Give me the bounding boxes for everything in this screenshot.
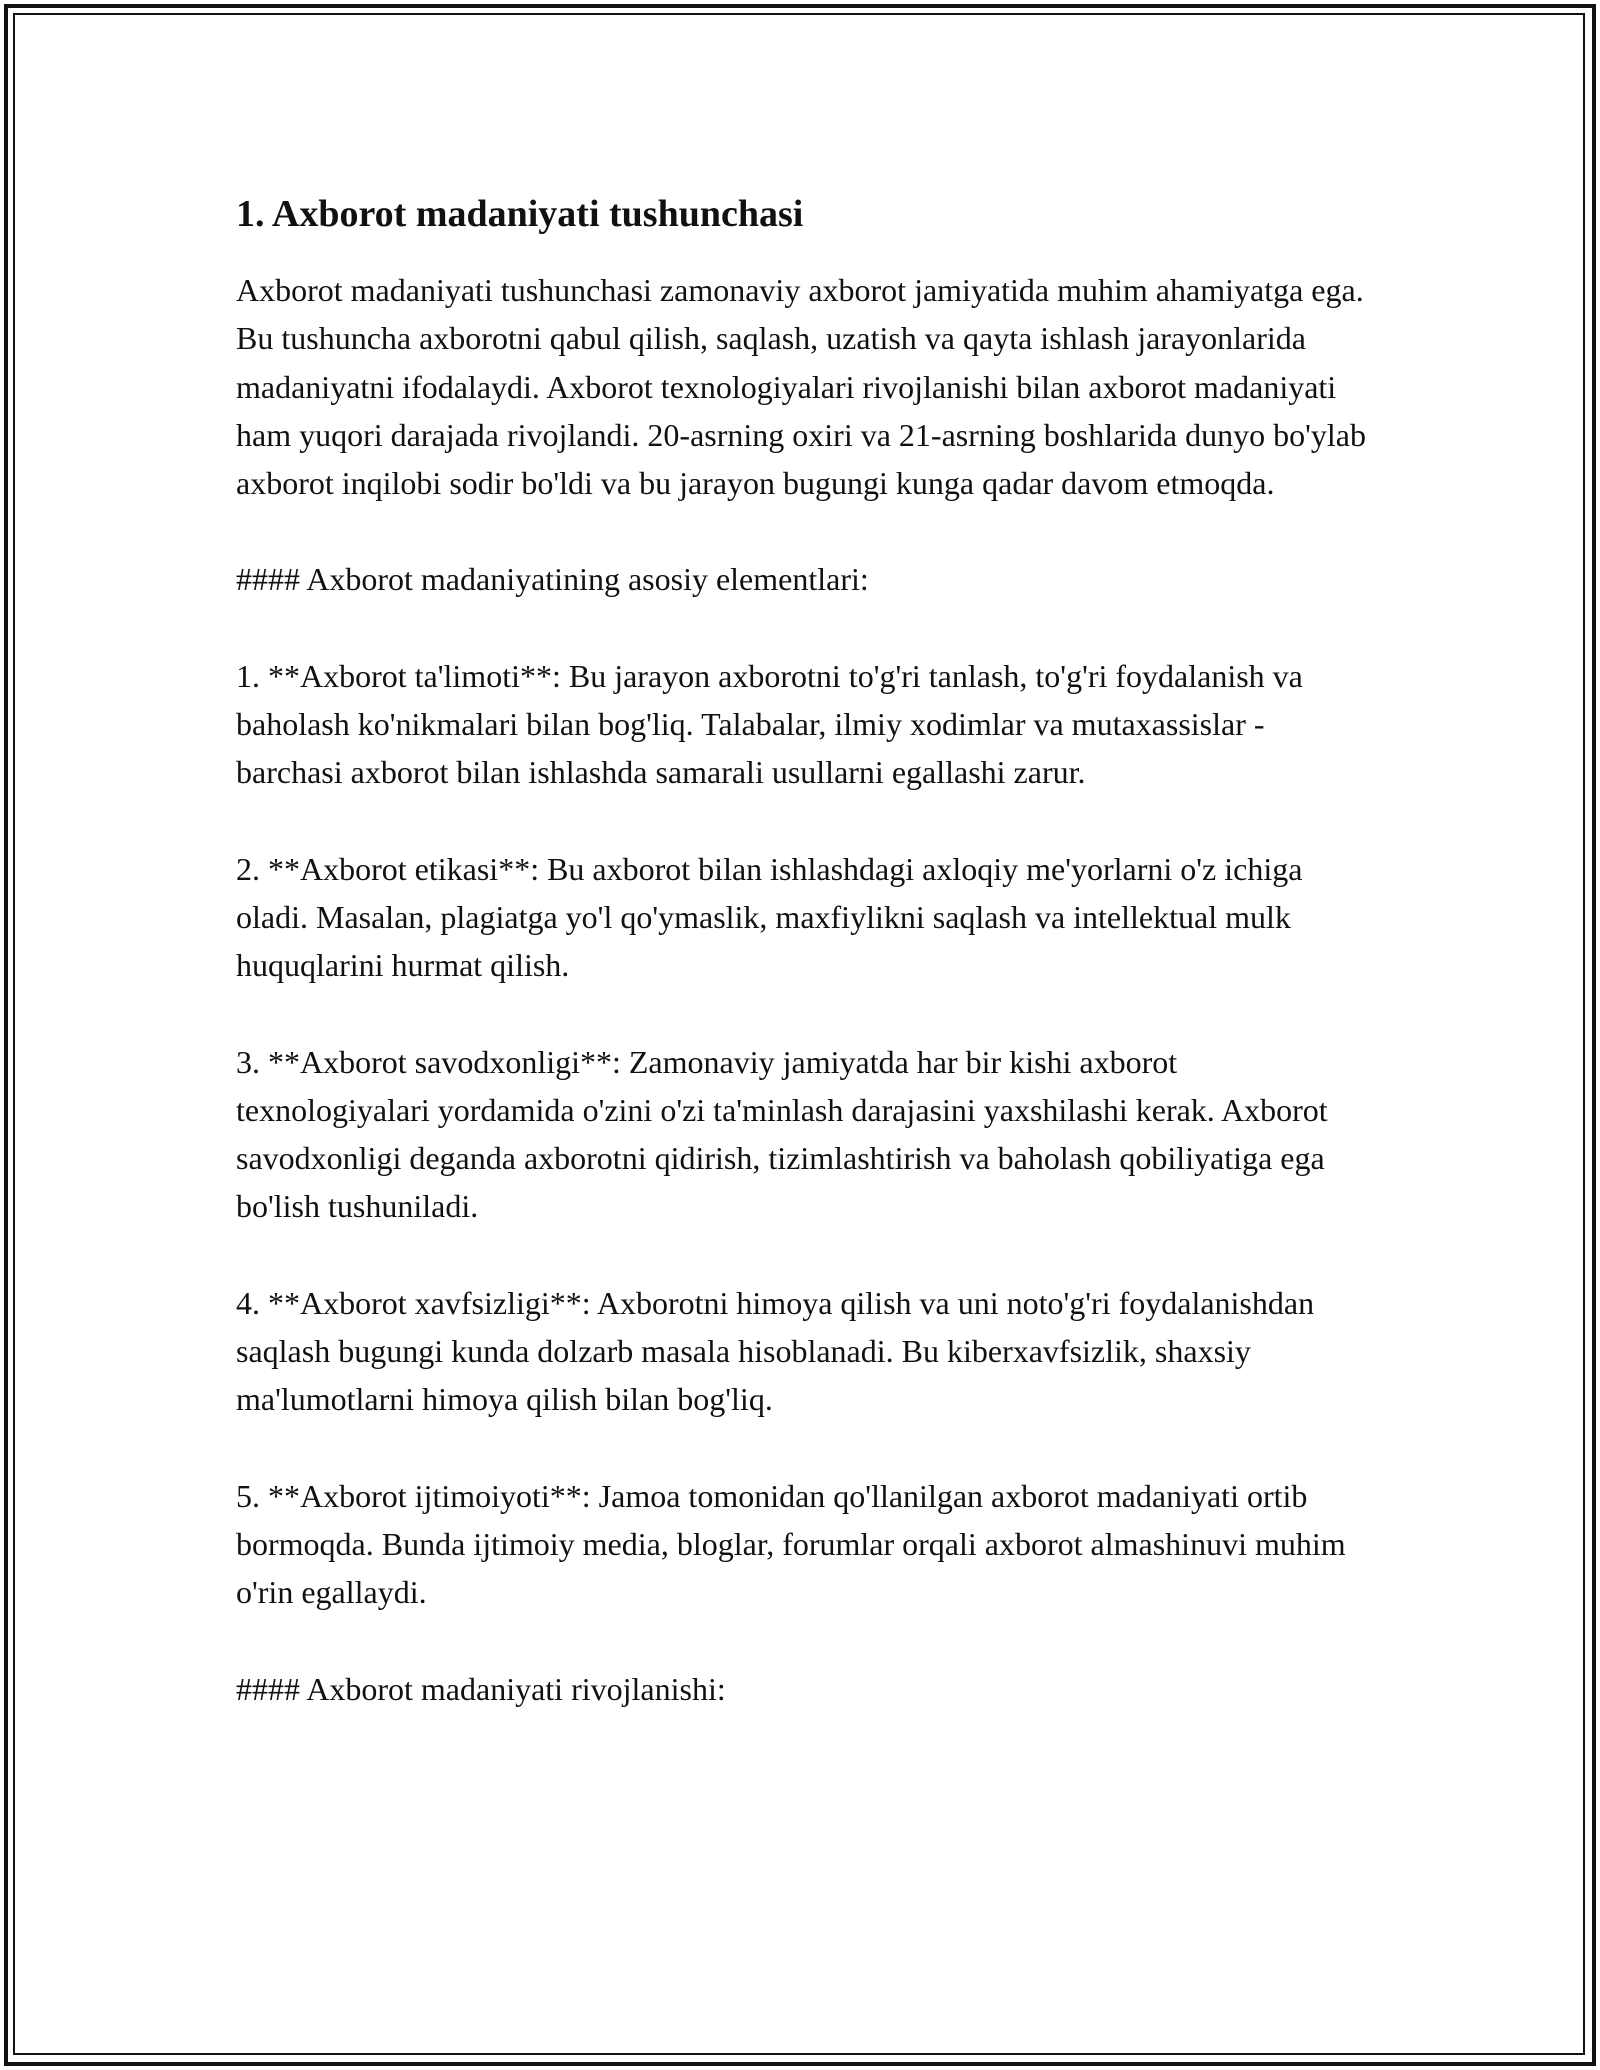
list-item-3: 3. **Axborot savodxonligi**: Zamonaviy jamiyatda har bir kishi axborot texnologiyalari yordamida o'zini o'zi ta'minlash darajasini yaxshilashi kerak. Axborot savodxonligi deganda axborotni qidirish, tizimlashtirish va baholash qobiliyatiga ega bo'lish tushuniladi. [236,1043,1328,1225]
document-body [236,190,1366,1713]
intro-paragraph: Axborot madaniyati tushunchasi zamonaviy axborot jamiyatida muhim ahamiyatga ega. Bu tushuncha axborotni qabul qilish, saqlash, uzatish va qayta ishlash jarayonlarida madaniyatni ifodalaydi. Axborot texnologiyalari rivojlanishi bilan axborot madaniyati ham yuqori darajada rivojlandi. 20-asrning oxiri va 21-asrning boshlarida dunyo bo'ylab axborot inqilobi sodir bo'ldi va bu jarayon bugungi kunga qadar davom etmoqda. [236,272,1366,502]
list-item-1: 1. **Axborot ta'limoti**: Bu jarayon axborotni to'g'ri tanlash, to'g'ri foydalanish va baholash ko'nikmalari bilan bog'liq. Talabalar, ilmiy xodimlar va mutaxassislar - barchasi axborot bilan ishlashda samarali usullarni egallashi zarur. [236,657,1303,791]
list-item-2: 2. **Axborot etikasi**: Bu axborot bilan ishlashdagi axloqiy me'yorlarni o'z ichiga oladi. Masalan, plagiatga yo'l qo'ymaslik, maxfiylikni saqlash va intellektual mulk huquqlarini hurmat qilish. [236,850,1303,984]
list-item-5: 5. **Axborot ijtimoiyoti**: Jamoa tomonidan qo'llanilgan axborot madaniyati ortib bormoqda. Bunda ijtimoiy media, bloglar, forumlar orqali axborot almashinuvi muhim o'rin egallaydi. [236,1477,1346,1611]
document-title: 1. Axborot madaniyati tushunchasi [236,193,804,235]
section-heading-elements: #### Axborot madaniyatining asosiy elementlari: [236,561,869,598]
section-heading-development: #### Axborot madaniyati rivojlanishi: [236,1670,726,1707]
list-item-4: 4. **Axborot xavfsizligi**: Axborotni himoya qilish va uni noto'g'ri foydalanishdan saqlash bugungi kunda dolzarb masala hisoblanadi. Bu kiberxavfsizlik, shaxsiy ma'lumotlarni himoya qilish bilan bog'liq. [236,1284,1315,1418]
